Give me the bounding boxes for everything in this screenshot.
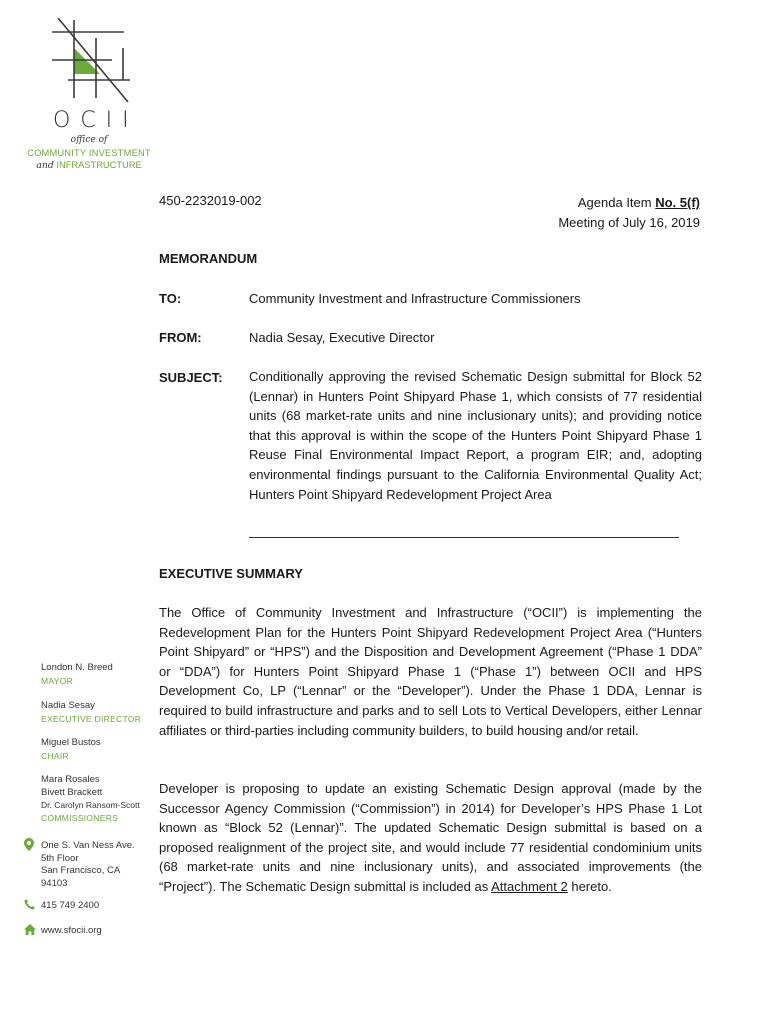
chair-role: CHAIR [41,750,69,761]
ocii-logo-mark [50,18,130,108]
agenda-item-number: No. 5(f) [655,195,700,210]
home-icon [24,924,36,935]
agenda-item-prefix: Agenda Item [577,195,656,210]
address-line: One S. Van Ness Ave. [41,840,135,851]
agenda-block [480,193,700,233]
sidebar-chair [41,737,101,762]
paragraph-2-end: hereto. [567,878,612,894]
phone-icon [24,899,35,910]
subject-value: Conditionally approving the revised Schematic Design submittal for Block 52 (Lennar) in Hunters Point Shipyard Phase 1, which consists of 77 residential units (68 market-rate units and nine inclusionary units); and providing notice that this approval is within the scope of the Hunters Point Shipyard Phase 1 Reuse Final Environmental Impact Report, a program EIR; and, adopting environmental findings pursuant to the California Environmental Quality Act; Hunters Point Shipyard Redevelopment Project Area [249,369,702,502]
sidebar-commissioners [41,774,140,824]
chair-name: Miguel Bustos [41,737,101,748]
sidebar-phone: 415 749 2400 [41,900,100,911]
address-line: San Francisco, CA [41,865,121,876]
to-value: Community Investment and Infrastructure Commissioners [249,291,581,306]
executive-summary-heading: EXECUTIVE SUMMARY [159,566,303,581]
from-value: Nadia Sesay, Executive Director [249,330,435,345]
logo-infrastructure: INFRASTRUCTURE [56,160,142,170]
from-label: FROM: [159,330,202,345]
logo-office-of: office of [70,135,108,145]
director-role: EXECUTIVE DIRECTOR [41,713,142,724]
sidebar-website[interactable]: www.sfocii.org [41,925,102,936]
address-line: 5th Floor [41,852,79,864]
subject-divider [249,537,679,538]
executive-summary-paragraph-2 [159,779,702,897]
director-name: Nadia Sesay [41,700,95,711]
logo-infrastructure-line [24,160,154,171]
commissioner-name: Bivett Brackett [41,786,103,798]
sidebar-director [41,700,141,725]
document-number: 450-2232019-002 [159,193,262,208]
sidebar-address [41,840,135,890]
executive-summary-paragraph-1: The Office of Community Investment and Infrastructure (“OCII”) is implementing the Redevelopment Plan for the Hunters Point Shipyard Redevelopment Project Area (“Hunters Point Shipyard” or “HPS”) and the Disposition and Development Agreement (“Phase 1 DDA” or “DDA”) for Hunters Point Shipyard Phase 1 (“Phase 1”) between OCII and HPS Development Co, LP (“Lennar” or the “Developer”). Under the Phase 1 DDA, Lennar is required to build infrastructure and parks and to sell Lots to Vertical Developers, either Lennar affiliates or third-parties including community builders, to build housing and/or retail. [159,605,702,738]
paragraph-2-text: Developer is proposing to update an existing Schematic Design approval (made by the Successor Agency Commission (“Commission”) in 2014) for Developer’s HPS Phase 1 Lot known as “Block 52 (Lennar)”. The updated Schematic Design submittal is based on a proposed realignment of the project site, and would include 77 residential condominium units (68 market-rate units and nine inclusionary units), and associated improvements (the “Project”). The Schematic Design submittal is included as [159,781,702,894]
memo-title: MEMORANDUM [159,251,258,266]
commissioners-role: COMMISSIONERS [41,812,119,823]
logo-and: and [36,160,54,171]
meeting-date: Meeting of July 16, 2019 [558,215,700,230]
location-pin-icon [24,838,34,851]
attachment-2-link[interactable]: Attachment 2 [491,878,568,894]
agenda-item-line [480,193,700,213]
sidebar-mayor [41,662,113,687]
commissioner-name: Mara Rosales [41,774,100,785]
mayor-name: London N. Breed [41,662,113,673]
address-line: 94103 [41,877,68,889]
logo-acronym: OCII [53,108,139,133]
mayor-role: MAYOR [41,675,74,686]
commissioner-name: Dr. Carolyn Ransom-Scott [41,800,140,810]
logo-community-investment: COMMUNITY INVESTMENT [27,148,151,158]
to-label: TO: [159,291,182,306]
subject-label: SUBJECT: [159,370,223,385]
